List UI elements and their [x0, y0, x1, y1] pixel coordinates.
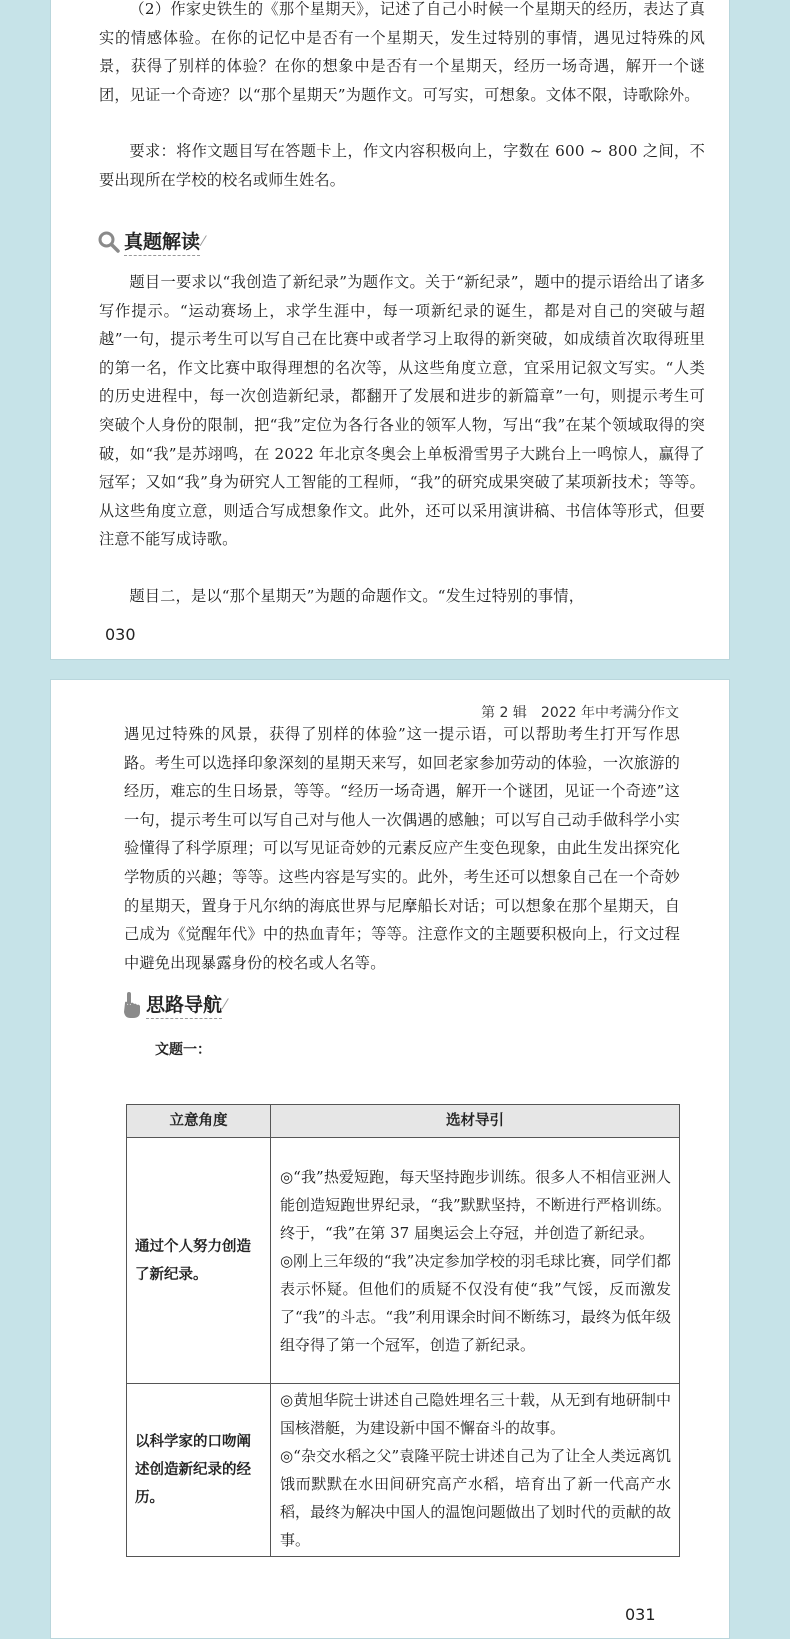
- angle-cell: 通过个人努力创造了新纪录。: [127, 1138, 271, 1384]
- material-item: ◎刚上三年级的“我”决定参加学校的羽毛球比赛，同学们都表示怀疑。但他们的质疑不仅没有使“我”气馁，反而激发了“我”的斗志。“我”利用课余时间不断练习，最终为低年级组夺得了第一个冠军，创造了新纪录。: [280, 1251, 671, 1354]
- section-heading-navigation: [121, 990, 226, 1019]
- running-head: 第 2 辑 2022 年中考满分作文: [481, 705, 679, 721]
- heading-tail-mark: ⁄: [202, 233, 205, 250]
- page-031: [50, 679, 730, 1639]
- topic-label: 文题一：: [155, 1042, 211, 1058]
- material-item: ◎“杂交水稻之父”袁隆平院士讲述自己为了让全人类远离饥饿而默默在水田间研究高产水稻，培育出了新一代高产水稻，最终为解决中国人的温饱问题做出了划时代的贡献的故事。: [280, 1447, 671, 1549]
- heading-text: 真题解读: [124, 227, 200, 256]
- table-row: [127, 1138, 680, 1384]
- heading-text: 思路导航: [146, 990, 222, 1019]
- table-header-row: [127, 1105, 680, 1138]
- requirements-paragraph: 要求：将作文题目写在答题卡上，作文内容积极向上，字数在 600 ~ 800 之间，不要出现所在学校的校名或师生姓名。: [99, 142, 705, 189]
- guidance-table: [126, 1104, 680, 1557]
- page-number: 030: [105, 625, 136, 644]
- page-030: [50, 0, 730, 660]
- page-number: 031: [625, 1605, 656, 1624]
- section-heading-interpretation: [97, 227, 204, 256]
- material-cell: [271, 1384, 680, 1557]
- column-header-angle: 立意角度: [127, 1105, 271, 1138]
- material-item: ◎黄旭华院士讲述自己隐姓埋名三十载，从无到有地研制中国核潜艇，为建设新中国不懈奋斗的故事。: [280, 1391, 671, 1437]
- column-header-material: 选材导引: [271, 1105, 680, 1138]
- material-item: ◎“我”热爱短跑，每天坚持跑步训练。很多人不相信亚洲人能创造短跑世界纪录，“我”默默坚持，不断进行严格训练。终于，“我”在第 37 届奥运会上夺冠，并创造了新纪录。: [280, 1167, 671, 1242]
- heading-tail-mark: ⁄: [224, 996, 227, 1013]
- pointing-hand-icon: [121, 991, 143, 1019]
- essay-prompt-paragraph: （2）作家史铁生的《那个星期天》，记述了自己小时候一个星期天的经历，表达了真实的情感体验。在你的记忆中是否有一个星期天，发生过特别的事情，遇见过特殊的风景，获得了别样的体验？在你的想象中是否有一个星期天，经历一场奇遇，解开一个谜团，见证一个奇迹？以“那个星期天”为题作文。可写实，可想象。文体不限，诗歌除外。: [99, 0, 705, 104]
- continued-paragraph: 遇见过特殊的风景，获得了别样的体验”这一提示语，可以帮助考生打开写作思路。考生可以选择印象深刻的星期天来写，如回老家参加劳动的体验，一次旅游的经历，难忘的生日场景，等等。“经历一场奇遇，解开一个谜团，见证一个奇迹”这一句，提示考生可以写自己对与他人一次偶遇的感触；可以写自己动手做科学小实验懂得了科学原理；可以写见证奇妙的元素反应产生变色现象，由此生发出探究化学物质的兴趣；等等。这些内容是写实的。此外，考生还可以想象自己在一个奇妙的星期天，置身于凡尔纳的海底世界与尼摩船长对话；可以想象在那个星期天，自己成为《觉醒年代》中的热血青年；等等。注意作文的主题要积极向上，行文过程中避免出现暴露身份的校名或人名等。: [124, 725, 680, 972]
- material-cell: [271, 1138, 680, 1384]
- interpretation-paragraph: 题目一要求以“我创造了新纪录”为题作文。关于“新纪录”，题中的提示语给出了诸多写作提示。“运动赛场上，求学生涯中，每一项新纪录的诞生，都是对自己的突破与超越”一句，提示考生可以写自己在比赛中或者学习上取得的新突破，如成绩首次取得班里的第一名，作文比赛中取得理想的名次等，从这些角度立意，宜采用记叙文写实。“人类的历史进程中，每一次创造新纪录，都翻开了发展和进步的新篇章”一句，则提示考生可突破个人身份的限制，把“我”定位为各行各业的领军人物，写出“我”在某个领域取得的突破，如“我”是苏翊鸣，在 2022 年北京冬奥会上单板滑雪男子大跳台上一鸣惊人，赢得了冠军；又如“我”身为研究人工智能的工程师，“我”的研究成果突破了某项新技术；等等。从这些角度立意，则适合写成想象作文。此外，还可以采用演讲稿、书信体等形式，但要注意不能写成诗歌。: [99, 273, 705, 549]
- magnifier-icon: [97, 230, 121, 254]
- angle-cell: 以科学家的口吻阐述创造新纪录的经历。: [127, 1384, 271, 1557]
- table-row: [127, 1384, 680, 1557]
- interpretation-paragraph-2: 题目二，是以“那个星期天”为题的命题作文。“发生过特别的事情，: [129, 587, 585, 605]
